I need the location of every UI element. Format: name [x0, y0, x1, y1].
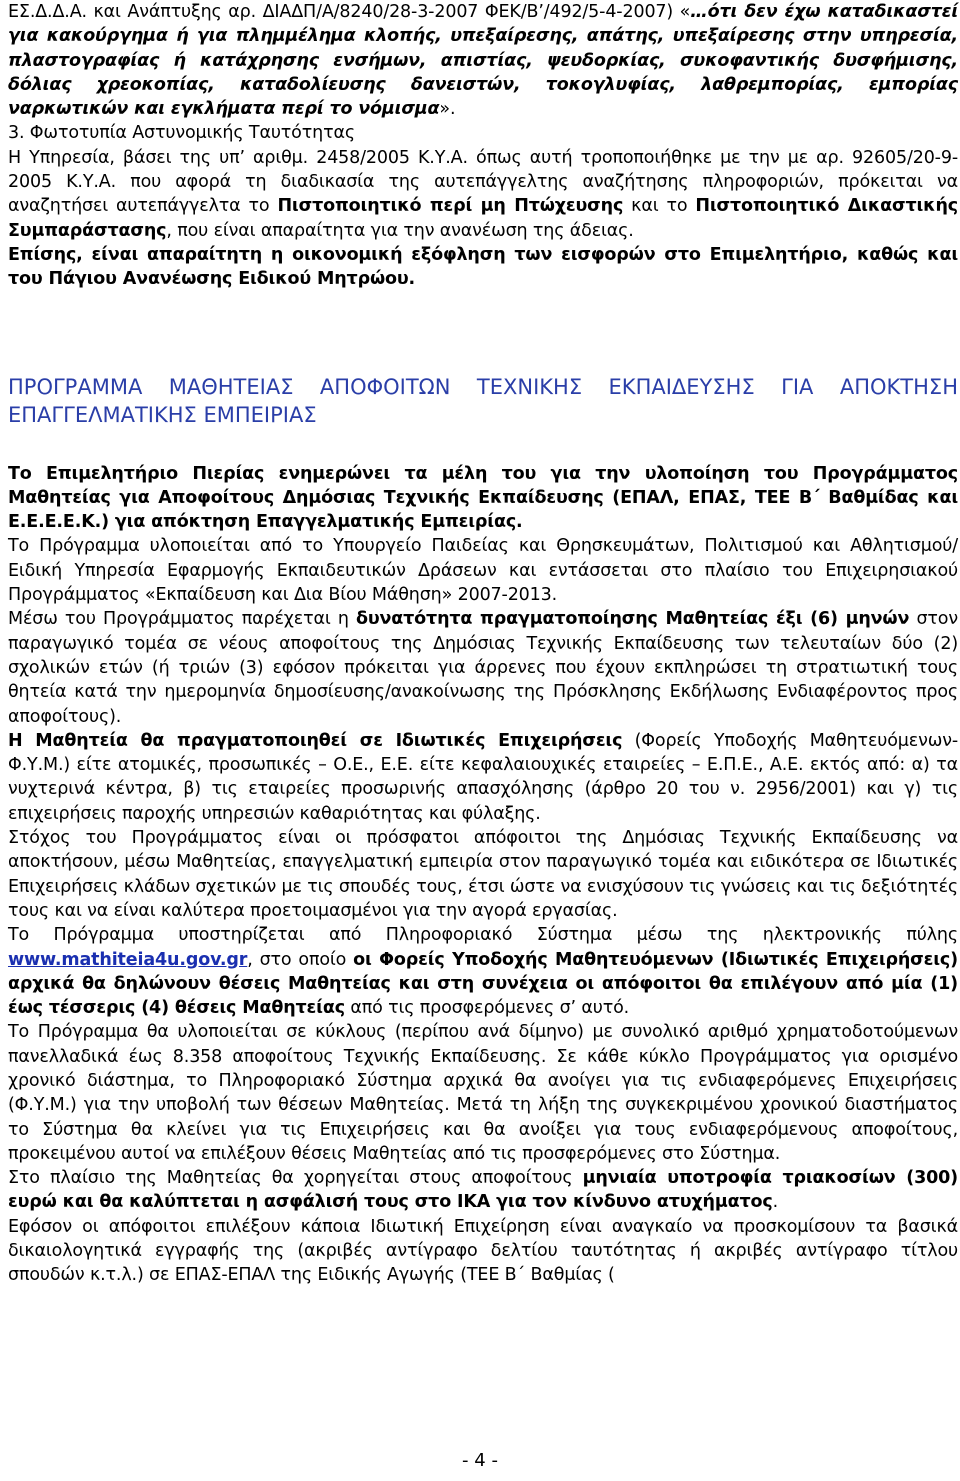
- wage-bold: μηνιαία υποτροφία τριακοσίων (300) ευρώ και θα καλύπτεται η ασφάλισή τους στο ΙΚΑ για τον κίνδυνο ατυχήματος: [8, 1168, 958, 1213]
- six-months-text-a: Μέσω του Προγράμματος παρέχεται η: [8, 609, 356, 630]
- oath-italic-text: …ότι δεν έχω καταδικαστεί για κακούργημα ή για πλημμέλημα κλοπής, υπεξαίρεσης, απάτης, υπεξαίρεσης στην υπηρεσία, πλαστογραφίας ή κατάχρησης ενσήμων, απιστίας, ψευδορκίας, συκοφαντικής δυσφήμισης, δόλιας χρεοκοπίας, καταδολίευσης δανειστών, τοκογλυφίας, λαθρεμπορίας, εμπορίας ναρκωτικών και εγκλήματα περί το νόμισμα: [8, 2, 959, 120]
- certificate-judicial-support: Πιστοποιητικό Δικαστικής Συμπαράστασης: [8, 196, 958, 241]
- portal-paragraph: [8, 923, 958, 1020]
- cycles-paragraph: Το Πρόγραμμα θα υλοποιείται σε κύκλους (περίπου ανά δίμηνο) με συνολικό αριθμό χρηματοδοτούμενων πανελλαδικά έως 8.358 αποφοίτους Τεχνικής Εκπαίδευσης. Σε κάθε κύκλο Προγράμματος για ορισμένο χρονικό διάστημα, το Πληροφοριακό Σύστημα αρχικά θα ανοίγει για τις ενδιαφερόμενες Επιχειρήσεις (Φ.Υ.Μ.) για την υποβολή των θέσεων Μαθητείας. Μετά τη λήξη της συγκεκριμένου χρονικού διαστήματος το Σύστημα θα κλείνει για τις Επιχειρήσεις και θα ανοίξει για τους ενδιαφερόμενους αποφοίτους, προκειμένου αυτοί να επιλέξουν θέσεις Μαθητείας από τις προσφερόμενες στο Σύστημα.: [8, 1022, 958, 1164]
- oath-suffix: ».: [439, 99, 456, 120]
- six-months-text-c: στον παραγωγικό τομέα σε νέους αποφοίτους της Δημόσιας Τεχνικής Εκπαίδευσης των τελευταίων δύο (2) σχολικών ετών (ή τριών (3) εφόσον πρόκειται για άρρενες που έχουν εκπληρώσει τη στρατιωτική τους θητεία κατά την ημερομηνία δημοσίευσης/ανακοίνωσης της Πρόσκλησης Εκδήλωσης Ενδιαφέροντος προς αποφοίτους).: [8, 609, 958, 727]
- intro-bold-text: Το Επιμελητήριο Πιερίας ενημερώνει τα μέλη του για την υλοποίηση του Προγράμματος Μαθητείας για Αποφοίτους Δημόσιας Τεχνικής Εκπαίδευσης (ΕΠΑΛ, ΕΠΑΣ, ΤΕΕ Β΄ Βαθμίδας και Ε.Ε.Ε.Ε.Κ.) για απόκτηση Επαγγελματικής Εμπειρίας.: [8, 463, 958, 533]
- six-months-paragraph: [8, 607, 958, 728]
- mathiteia-portal-link[interactable]: www.mathiteia4u.gov.gr: [8, 949, 248, 970]
- item-3-title: 3. Φωτοτυπία Αστυνομικής Ταυτότητας: [8, 123, 355, 144]
- portal-text-a: Το Πρόγραμμα υποστηρίζεται από Πληροφοριακό Σύστημα μέσω της ηλεκτρονικής πύλης: [8, 925, 958, 946]
- six-months-bold: δυνατότητα πραγματοποίησης Μαθητείας έξι (6) μηνών: [355, 609, 910, 630]
- program-paragraph: Το Πρόγραμμα υλοποιείται από το Υπουργείο Παιδείας και Θρησκευμάτων, Πολιτισμού και Αθλητισμού/ Ειδική Υπηρεσία Εφαρμογής Εκπαιδευτικών Δράσεων και εντάσσεται στο πλαίσιο του Επιχειρησιακού Προγράμματος «Εκπαίδευση και Δια Βίου Μάθηση» 2007-2013.: [8, 536, 958, 606]
- portal-text-e: από τις προσφερόμενες σ’ αυτό.: [344, 998, 630, 1019]
- item-3-paragraph: [8, 146, 958, 243]
- portal-bold: οι Φορείς Υποδοχής Μαθητευόμενων (Ιδιωτικές Επιχειρήσεις) αρχικά θα δηλώνουν θέσεις Μαθητείας και στη συνέχεια οι απόφοιτοι θα επιλέγουν από μία (1) έως τέσσερις (4) θέσεις Μαθητείας: [8, 949, 958, 1019]
- wage-text-a: Στο πλαίσιο της Μαθητείας θα χορηγείται στους αποφοίτους: [8, 1168, 583, 1189]
- private-companies-bold: Η Μαθητεία θα πραγματοποιηθεί σε Ιδιωτικές Επιχειρήσεις: [8, 730, 623, 751]
- section-heading: ΠΡΟΓΡΑΜΜΑ ΜΑΘΗΤΕΙΑΣ ΑΠΟΦΟΙΤΩΝ ΤΕΧΝΙΚΗΣ ΕΚΠΑΙΔΕΥΣΗΣ ΓΙΑ ΑΠΟΚΤΗΣΗ ΕΠΑΓΓΕΛΜΑΤΙΚΗΣ ΕΜΠΕΙΡΙΑΣ: [8, 374, 958, 427]
- wage-text-c: .: [772, 1192, 778, 1213]
- payment-note: [8, 243, 958, 292]
- goal-paragraph: Στόχος του Προγράμματος είναι οι πρόσφατοι απόφοιτοι της Δημόσιας Τεχνικής Εκπαίδευσης να αποκτήσουν, μέσω Μαθητείας, επαγγελματική εμπειρία στον παραγωγικό τομέα και ειδικότερα σε Ιδιωτικές Επιχειρήσεις κλάδων σχετικών με τις σπουδές τους, έτσι ώστε να ενισχύσουν τις γνώσεις και τις δεξιότητές τους και να είναι καλύτερα προετοιμασμένοι για την αγορά εργασίας.: [8, 828, 958, 921]
- item-3-text-2: και το: [623, 196, 696, 217]
- intro-paragraph: [8, 462, 958, 535]
- private-companies-paragraph: [8, 729, 958, 826]
- payment-note-text: Επίσης, είναι απαραίτητη η οικονομική εξόφληση των εισφορών στο Επιμελητήριο, καθώς και του Πάγιου Ανανέωσης Ειδικού Μητρώου.: [8, 244, 958, 290]
- oath-paragraph: [8, 0, 958, 121]
- oath-prefix: ΕΣ.Δ.Δ.Α. και Ανάπτυξης αρ. ΔΙΑΔΠ/Α/8240/28-3-2007 ΦΕΚ/Β’/492/5-4-2007) «: [8, 2, 691, 22]
- item-3-text-3: , που είναι απαραίτητα για την ανανέωση της άδειας.: [166, 220, 634, 241]
- wage-paragraph: [8, 1166, 958, 1215]
- page-number: - 4 -: [462, 1450, 498, 1471]
- documents-paragraph: Εφόσον οι απόφοιτοι επιλέξουν κάποια Ιδιωτική Επιχείρηση είναι αναγκαίο να προσκομίσουν τα βασικά δικαιολογητικά εγγραφής της (ακριβές αντίγραφο δελτίου ταυτότητας ή ακριβές αντίγραφο τίτλου σπουδών κ.τ.λ.) σε ΕΠΑΣ-ΕΠΑΛ της Ειδικής Αγωγής (ΤΕΕ Β΄ Βαθμίας (: [8, 1216, 958, 1286]
- portal-text-c: , στο οποίο: [247, 949, 354, 970]
- certificate-no-bankruptcy: Πιστοποιητικό περί μη Πτώχευσης: [277, 196, 624, 217]
- item-3-text-1: Η Υπηρεσία, βάσει της υπ’ αριθμ. 2458/2005 Κ.Υ.Α. όπως αυτή τροποποιήθηκε με την με αρ. 92605/20-9-2005 Κ.Υ.Α. που αφορά τη διαδικασία της αυτεπάγγελτης αναζήτησης πληροφοριών, πρόκειται να αναζητήσει αυτεπάγγελτα το: [8, 147, 958, 217]
- private-companies-text: (Φορείς Υποδοχής Μαθητευόμενων-Φ.Υ.Μ.) είτε ατομικές, προσωπικές – Ο.Ε., Ε.Ε. είτε κεφαλαιουχικές εταιρείες – Ε.Π.Ε., Α.Ε. εκτός από: α) τα νυχτερινά κέντρα, β) τις εταιρείες προσωρινής απασχόλησης (άρθρο 20 του ν. 2956/2001) και γ) τις επιχειρήσεις παροχής υπηρεσιών καθαριότητας και φύλαξης.: [8, 730, 958, 824]
